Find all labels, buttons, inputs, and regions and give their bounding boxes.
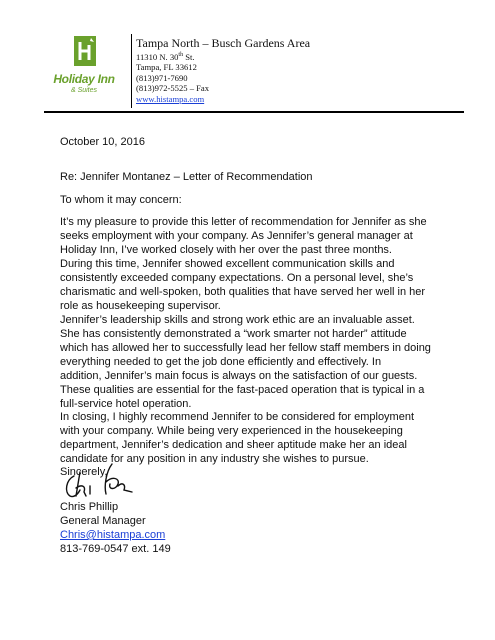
paragraph-line: In closing, I highly recommend Jennifer to be considered for employment bbox=[60, 411, 415, 423]
paragraph-line: She has consistently demonstrated a “work smarter not harder” attitude bbox=[60, 328, 407, 340]
city-line: Tampa, FL 33612 bbox=[136, 62, 197, 73]
paragraph-line: which has allowed her to successfully lead her fellow staff members in doing bbox=[60, 342, 431, 354]
paragraph-line: These qualities are essential for the fast-paced operation that is typical in a bbox=[60, 384, 425, 396]
paragraph-line: candidate for any position in any industry she wishes to pursue. bbox=[60, 453, 369, 465]
holiday-inn-logo bbox=[44, 34, 124, 104]
paragraph-line: charismatic and well-spoken, both qualities that have served her well in her bbox=[60, 286, 426, 298]
holiday-inn-h-icon bbox=[72, 34, 98, 68]
paragraph-line: role as housekeeping supervisor. bbox=[60, 300, 221, 312]
letter-date: October 10, 2016 bbox=[60, 136, 146, 148]
letter-subject: Re: Jennifer Montanez – Letter of Recommendation bbox=[60, 171, 313, 183]
website-link[interactable]: www.histampa.com bbox=[136, 93, 205, 104]
signer-name: Chris Phillip bbox=[60, 501, 119, 513]
street-address bbox=[136, 50, 310, 62]
letterhead bbox=[44, 30, 464, 110]
letterhead-rule bbox=[44, 111, 464, 113]
hotel-address-block bbox=[136, 36, 310, 104]
paragraph-line: everything needed to get the job done efficiently and effectively. In bbox=[60, 356, 382, 368]
phone-line: (813)971-7690 bbox=[136, 72, 188, 83]
paragraph-1 bbox=[60, 215, 470, 313]
logo-brand-text: Holiday Inn bbox=[53, 72, 115, 86]
signer-phone: 813-769-0547 ext. 149 bbox=[60, 543, 171, 555]
paragraph-line: addition, Jennifer’s main focus is always on the satisfaction of our guests. bbox=[60, 370, 418, 382]
paragraph-line: with your company. While being very experienced in the housekeeping bbox=[60, 425, 403, 437]
handwritten-signature bbox=[62, 462, 137, 504]
closing: Sincerely, bbox=[60, 466, 108, 478]
logo-sub-text: & Suites bbox=[70, 87, 98, 94]
paragraph-line: consistently exceeded company expectations. On a personal level, she’s bbox=[60, 272, 414, 284]
paragraph-line: department, Jennifer’s dedication and sheer aptitude make her an ideal bbox=[60, 439, 407, 451]
signer-title: General Manager bbox=[60, 515, 146, 527]
paragraph-3 bbox=[60, 410, 470, 466]
salutation: To whom it may concern: bbox=[60, 194, 182, 206]
street-suffix: th bbox=[178, 52, 184, 58]
paragraph-line: It’s my pleasure to provide this letter of recommendation for Jennifer as she bbox=[60, 216, 427, 228]
signer-email-link[interactable]: Chris@histampa.com bbox=[60, 529, 166, 541]
hotel-name: Tampa North – Busch Gardens Area bbox=[136, 36, 311, 50]
street-rest: St. bbox=[183, 51, 195, 62]
paragraph-line: Holiday Inn, I’ve worked closely with her over the past three months. bbox=[60, 244, 392, 256]
paragraph-line: During this time, Jennifer showed excellent communication skills and bbox=[60, 258, 395, 270]
paragraph-2 bbox=[60, 313, 470, 411]
paragraph-line: Jennifer’s leadership skills and strong work ethic are an invaluable asset. bbox=[60, 314, 415, 326]
paragraph-line: full-service hotel operation. bbox=[60, 398, 192, 410]
paragraph-line: seeks employment with your company. As Jennifer’s general manager at bbox=[60, 230, 413, 242]
letterhead-divider bbox=[131, 34, 132, 108]
street-number: 11310 N. 30 bbox=[136, 51, 179, 62]
fax-line: (813)972-5525 – Fax bbox=[136, 83, 210, 94]
